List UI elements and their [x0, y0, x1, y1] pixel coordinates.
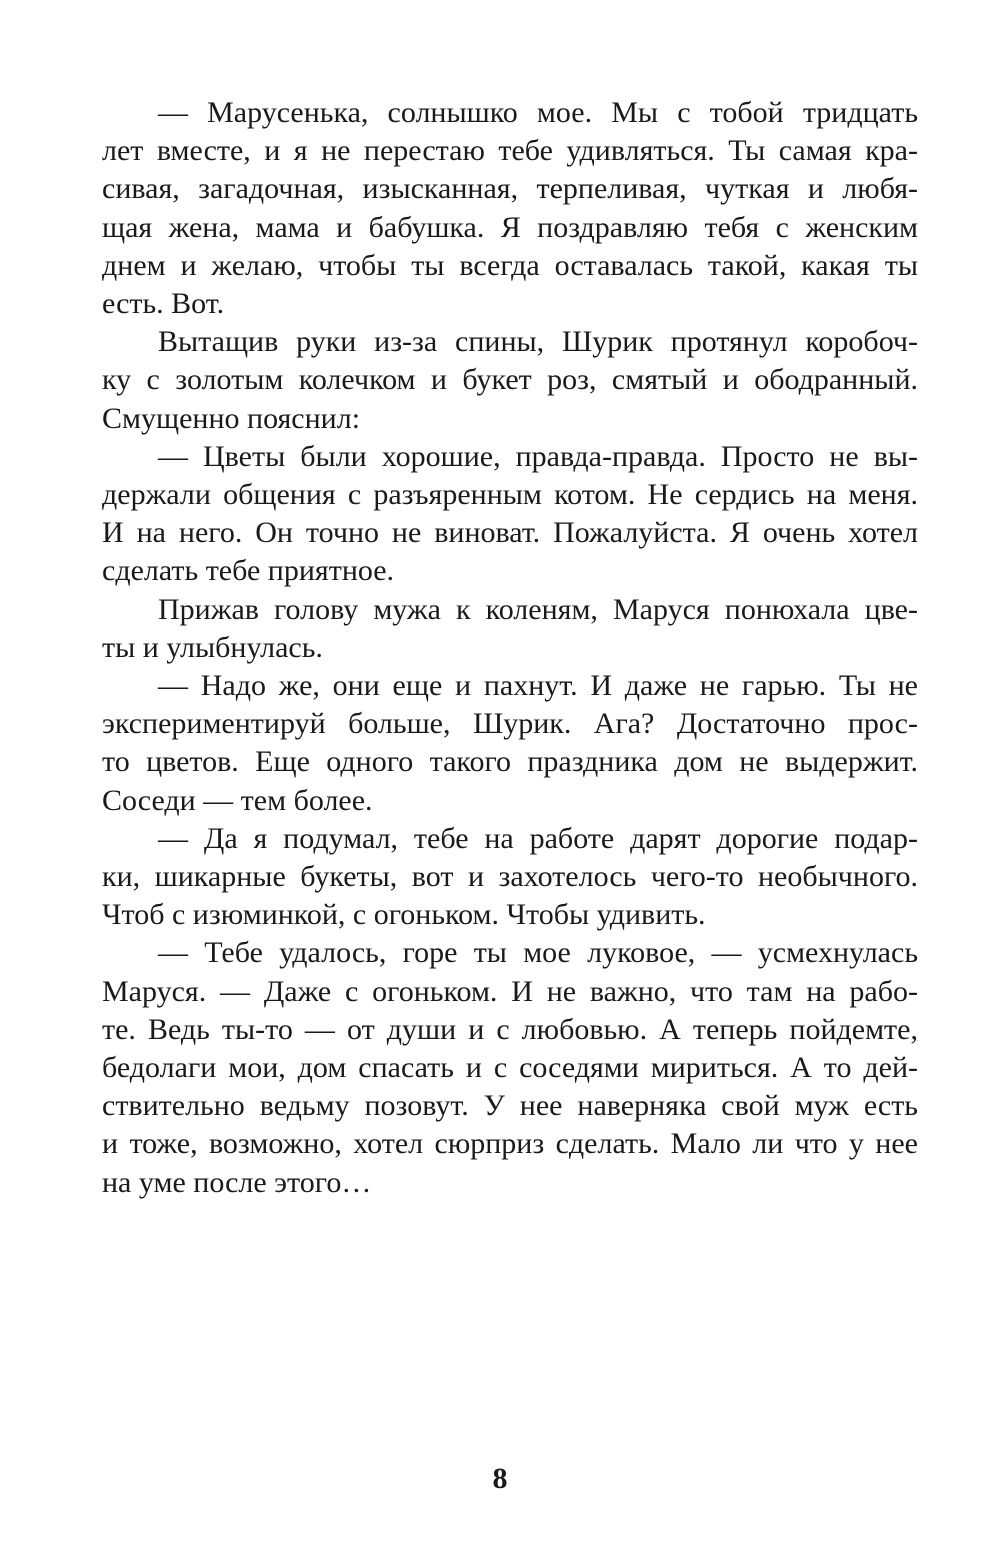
text-line: Чтоб с изюминкой, с огоньком. Чтобы удивить. [102, 898, 706, 932]
text-line: ты и улыбнулась. [102, 630, 323, 664]
text-line: — Цветы были хорошие, правда-правда. Просто не вы- [158, 439, 918, 473]
text-line: И на него. Он точно не виноват. Пожалуйста. Я очень хотел [102, 516, 918, 550]
text-line: — Тебе удалось, горе ты мое луковое, — усмехнулась [158, 936, 918, 970]
text-line: — Да я подумал, тебе на работе дарят дорогие подар- [158, 821, 918, 855]
text-line: то цветов. Еще одного такого праздника дом не выдержит. [102, 745, 918, 779]
page-number: 8 [492, 1462, 508, 1495]
text-line: те. Ведь ты-то — от души и с любовью. А теперь пойдемте, [102, 1012, 918, 1046]
paragraph-5 [102, 667, 918, 820]
text-line: есть. Вот. [102, 287, 225, 321]
text-line: Соседи — тем более. [102, 783, 373, 817]
text-line: Маруся. — Даже с огоньком. И не важно, что там на рабо- [102, 974, 918, 1008]
text-line: — Надо же, они еще и пахнут. И даже не гарью. Ты не [158, 669, 918, 703]
text-line: ку с золотым колечком и букет роз, смятый и ободранный. [102, 363, 918, 397]
text-line: и тоже, возможно, хотел сюрприз сделать. Мало ли что у нее [102, 1127, 918, 1161]
body-text [102, 94, 918, 1202]
paragraph-2 [102, 323, 918, 438]
text-line: — Марусенька, солнышко мое. Мы с тобой тридцать [158, 96, 918, 129]
text-line: Смущенно пояснил: [102, 401, 361, 435]
text-line: днем и желаю, чтобы ты всегда оставалась такой, какая ты [102, 248, 918, 282]
text-line: на уме после этого… [102, 1165, 372, 1199]
text-line: экспериментируй больше, Шурик. Ага? Достаточно прос- [102, 707, 918, 741]
text-line: держали общения с разъяренным котом. Не сердись на меня. [102, 478, 918, 512]
paragraph-3 [102, 438, 918, 591]
text-line: бедолаги мои, дом спасать и с соседями мириться. А то дей- [102, 1051, 918, 1085]
paragraph-4 [102, 591, 918, 667]
paragraph-6 [102, 820, 918, 935]
paragraph-1 [102, 94, 918, 323]
text-line: щая жена, мама и бабушка. Я поздравляю тебя с женским [102, 210, 918, 244]
paragraph-7 [102, 934, 918, 1201]
text-line: ствительно ведьму позовут. У нее наверняка свой муж есть [102, 1089, 918, 1123]
text-line: Вытащив руки из-за спины, Шурик протянул коробоч- [158, 325, 918, 359]
text-line: ки, шикарные букеты, вот и захотелось чего-то необычного. [102, 860, 918, 894]
text-line: лет вместе, и я не перестаю тебе удивляться. Ты самая кра- [102, 134, 918, 168]
text-line: сделать тебе приятное. [102, 554, 395, 588]
text-line: Прижав голову мужа к коленям, Маруся понюхала цве- [158, 592, 918, 626]
text-line: сивая, загадочная, изысканная, терпеливая, чуткая и любя- [102, 172, 918, 206]
